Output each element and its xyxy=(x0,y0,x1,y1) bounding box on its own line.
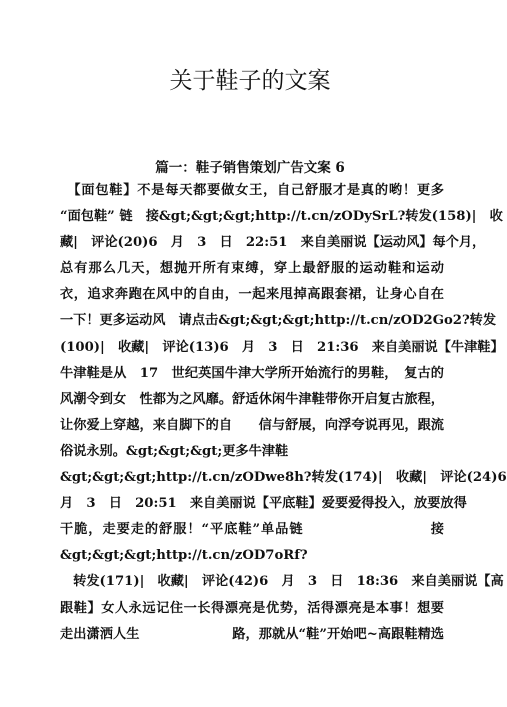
text-line: 衣，追求奔跑在风中的自由，一起来甩掉高跟套裙，让身心自在 xyxy=(60,287,444,303)
text-line: &gt;&gt;&gt;http://t.cn/zOD7oRf? xyxy=(60,548,308,564)
text-line: 【面包鞋】不是每天都要做女王，自己舒服才是真的哟！更多 xyxy=(60,183,444,198)
text-line: 总有那么几天，想抛开所有束缚，穿上最舒服的运动鞋和运动 xyxy=(60,261,444,277)
text-line: 风潮令到女 性都为之风靡。舒适休闲牛津鞋带你开启复古旅程， xyxy=(60,391,444,407)
document-title: 关于鞋子的文案 xyxy=(169,68,331,94)
text-line: 牛津鞋是从 17 世纪英国牛津大学所开始流行的男鞋， 复古的 xyxy=(60,365,444,381)
text-line: 跟鞋】女人永远记住一长得漂亮是优势，活得漂亮是本事！想要 xyxy=(60,600,444,616)
text-line: 让你爱上穿越，来自脚下的自 信与舒展，向浮夸说再见，跟流 xyxy=(60,417,444,433)
text-line: (100)| 收藏| 评论(13)6 月 3 日 21:36 来自美丽说【牛津鞋】 xyxy=(60,339,504,355)
text-line: 俗说永别。&gt;&gt;&gt;更多牛津鞋 xyxy=(60,443,289,459)
text-line: 干脆，走要走的舒服！“平底鞋”单品链 接 xyxy=(60,522,444,538)
body-text xyxy=(60,178,507,648)
section-heading: 篇一：鞋子销售策划广告文案 6 xyxy=(155,160,345,176)
text-line: &gt;&gt;&gt;http://t.cn/zODwe8h?转发(174)| 收藏| 评论(24)6 xyxy=(60,470,507,486)
text-line: “面包鞋” 链 接&gt;&gt;&gt;http://t.cn/zODySrL?转发(158)| 收 xyxy=(60,209,503,225)
text-line: 月 3 日 20:51 来自美丽说【平底鞋】爱要爱得投入，放要放得 xyxy=(60,496,467,512)
text-line: 走出潇洒人生 路，那就从“鞋”开始吧~高跟鞋精选 xyxy=(60,626,444,642)
text-line: 一下！更多运动风 请点击&gt;&gt;&gt;http://t.cn/zOD2Go2?转发 xyxy=(60,313,497,329)
text-line: 转发(171)| 收藏| 评论(42)6 月 3 日 18:36 来自美丽说【高 xyxy=(60,574,504,590)
text-line: 藏| 评论(20)6 月 3 日 22:51 来自美丽说【运动风】每个月， xyxy=(60,235,486,251)
